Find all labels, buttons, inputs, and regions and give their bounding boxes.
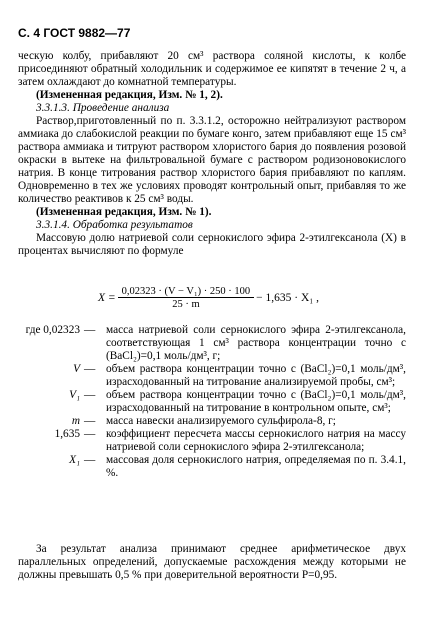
definition-dash: — <box>84 415 96 427</box>
definition-term: V₁ <box>69 389 80 401</box>
formula-fraction <box>120 286 252 310</box>
definition-row <box>18 428 406 454</box>
definition-row <box>18 389 406 415</box>
edition-note-2: (Измененная редакция, Изм. № 1). <box>36 206 212 218</box>
definition-row <box>18 363 406 389</box>
definition-row <box>18 415 406 428</box>
definition-text: коэффициент пересчета массы сернокислого натрия на массу натриевой соли сернокислого эфира 2-этилгексанола; <box>106 428 406 453</box>
paragraph-formula-intro: Массовую долю натриевой соли сернокислого эфира 2-этилгексанола (X) в процентах вычисляют по формуле <box>18 232 406 257</box>
definition-term: где 0,02323 <box>25 324 80 336</box>
formula-numerator: 0,02323 · (V − V₁) · 250 · 100 <box>121 286 251 297</box>
body-text <box>18 50 406 258</box>
definition-dash: — <box>84 389 96 401</box>
definition-text: масса натриевой соли сернокислого эфира 2-этилгексанола, соответствующая 1 см³ раствора концентрации точно с (BaCl₂)=0,1 моль/дм³, г; <box>106 324 406 362</box>
definition-dash: — <box>84 324 96 336</box>
section-heading-analysis: 3.3.1.3. Проведение анализа <box>36 102 170 114</box>
definition-term: V <box>73 363 80 375</box>
paragraph-final: За результат анализа принимают среднее арифметическое двух параллельных определений, допускаемые расхождения между которыми не должны превышать 0,5 % при доверительной вероятности P=0,95. <box>18 543 406 581</box>
definition-text: объем раствора концентрации точно с (BaCl₂)=0,1 моль/дм³, израсходованный на титрование в контрольном опыте, см³; <box>106 389 406 414</box>
definition-row <box>18 324 406 363</box>
formula <box>98 286 398 310</box>
definition-term: m <box>71 415 80 427</box>
paragraph-continuation: ческую колбу, прибавляют 20 см³ раствора соляной кислоты, к колбе присоединяют обратный холодильник и содержимое ее кипятят в течение 2 ч, а затем охлаждают до комнатной температуры. <box>18 50 406 88</box>
final-paragraph-wrap <box>18 543 406 582</box>
definition-text: объем раствора концентрации точно с (BaCl₂)=0,1 моль/дм³, израсходованный на титрование анализируемой пробы, см³; <box>106 363 406 388</box>
formula-lhs: X = <box>98 292 116 304</box>
formula-rhs: − 1,635 · X₁ , <box>256 292 320 304</box>
definition-text: масса навески анализируемого сульфирола-8, г; <box>106 415 336 427</box>
page-header: С. 4 ГОСТ 9882—77 <box>18 26 131 40</box>
definition-dash: — <box>84 428 96 440</box>
definition-row <box>18 454 406 480</box>
definition-term: 1,635 <box>54 428 80 440</box>
formula-denominator: 25 · m <box>118 297 254 310</box>
section-heading-results: 3.3.1.4. Обработка результатов <box>36 219 193 231</box>
definition-dash: — <box>84 363 96 375</box>
edition-note-1: (Измененная редакция, Изм. № 1, 2). <box>36 89 223 101</box>
definition-text: массовая доля сернокислого натрия, определяемая по п. 3.4.1, %. <box>106 454 406 479</box>
definitions-list <box>18 324 406 480</box>
definition-term: X₁ <box>69 454 80 466</box>
paragraph-analysis: Раствор,приготовленный по п. 3.3.1.2, осторожно нейтрализуют раствором аммиака до слабокислой реакции по бумаге конго, затем прибавляют еще 15 см³ раствора аммиака и титруют раствором хлористого бария до появления розовой окраски в вытеке на фильтровальной бумаге с раствором родизоновокислого натрия. В конце титрования раствор хлористого бария прибавляют по каплям. Одновременно в тех же условиях проводят контрольный опыт, прибавляя то же количество реактивов к 25 см³ воды. <box>18 115 406 205</box>
definition-dash: — <box>84 454 96 466</box>
